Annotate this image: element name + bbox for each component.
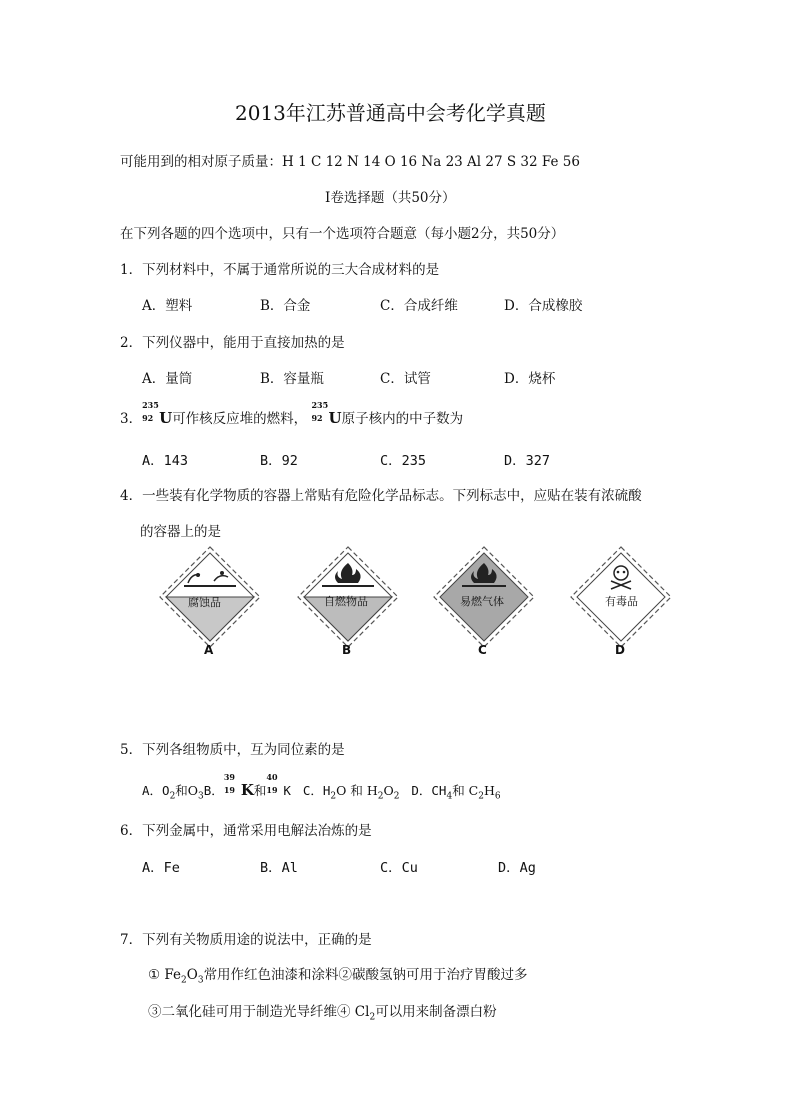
- q7-s2-part1: ③二氧化硅可用于制造光导纤维④ Cl: [148, 1004, 370, 1020]
- q5-k40-symbol: K: [283, 783, 291, 798]
- q3-number: 3．: [120, 411, 143, 427]
- question-4-stem-line2: 的容器上的是: [140, 524, 221, 540]
- sign-c-letter: C: [478, 643, 487, 657]
- q5-nuclide-k40: [266, 772, 283, 798]
- q6-option-d: D．Ag: [498, 860, 536, 876]
- q5-option-a-2: 和O: [175, 783, 199, 798]
- q3-mass-number-2: 235: [311, 400, 329, 410]
- q1-option-d: D．合成橡胶: [504, 298, 583, 314]
- hazard-sign-d-toxic: [569, 545, 673, 657]
- q5-k39-symbol: K: [240, 781, 254, 799]
- q1-option-b: B．合金: [260, 298, 311, 314]
- q7-s2-sub1: 2: [369, 1012, 376, 1023]
- q6-option-a: A．Fe: [142, 860, 180, 876]
- question-2-stem: 2．下列仪器中，能用于直接加热的是: [120, 335, 345, 351]
- question-6-stem: 6．下列金属中，通常采用电解法冶炼的是: [120, 823, 372, 839]
- instructions: 在下列各题的四个选项中，只有一个选项符合题意（每小题2分，共50分）: [120, 226, 565, 242]
- hazard-sign-c-flammable-gas: [432, 545, 536, 657]
- q2-option-a: A．量筒: [142, 371, 193, 387]
- q3-atomic-number-2: 92: [311, 413, 323, 423]
- q7-s2-part2: 可以用来制备漂白粉: [375, 1004, 497, 1020]
- q5-option-d-1: D．CH: [411, 783, 447, 798]
- q5-option-c-o: O: [383, 783, 394, 798]
- q5-sub-d2: 2: [478, 791, 484, 802]
- q5-option-d-3: H: [483, 783, 495, 798]
- q5-option-a-1: A．O: [142, 783, 170, 798]
- q3-text-2: 原子核内的中子数为: [341, 411, 464, 427]
- question-1-stem: 1．下列材料中，不属于通常所说的三大合成材料的是: [120, 262, 440, 278]
- q2-option-c: C．试管: [380, 371, 431, 387]
- q3-symbol: U: [159, 409, 173, 427]
- q3-option-b: B．92: [260, 453, 298, 469]
- q5-sub-a2: 3: [198, 791, 204, 802]
- q3-option-a: A．143: [142, 453, 189, 469]
- q5-k39-mass: 39: [223, 772, 235, 782]
- q5-sub-a1: 2: [169, 791, 176, 802]
- q7-s1-part1: ① Fe: [148, 967, 182, 983]
- q6-option-c: C．Cu: [380, 860, 418, 876]
- question-3-stem: [120, 400, 464, 427]
- q3-mass-number: 235: [142, 400, 159, 410]
- q5-k39-atomic: 19: [223, 785, 235, 795]
- q5-k40-atomic: 19: [266, 785, 278, 795]
- q5-sub-c1: 2: [330, 791, 337, 802]
- hazard-sign-b-spontaneously-combustible: [296, 545, 400, 657]
- q5-options: [142, 772, 501, 802]
- q5-sub-d3: 6: [494, 791, 501, 802]
- atomic-masses: 可能用到的相对原子质量：H 1 C 12 N 14 O 16 Na 23 Al 27 S 32 Fe 56: [120, 154, 580, 170]
- q5-option-c-1: C．H: [302, 783, 331, 798]
- q5-and: 和: [253, 783, 267, 798]
- q1-option-a: A．塑料: [142, 298, 193, 314]
- question-5-stem: 5．下列各组物质中，互为同位素的是: [120, 742, 345, 758]
- q2-option-b: B．容量瓶: [260, 371, 324, 387]
- q7-s1-sub1: 2: [181, 975, 187, 986]
- question-4-stem-line1: 4．一些装有化学物质的容器上常贴有危险化学品标志。下列标志中，应贴在装有浓硫酸: [120, 488, 642, 504]
- sign-a-label: 腐蚀品: [188, 596, 221, 609]
- q3-option-c: C．235: [380, 453, 427, 469]
- q3-atomic-number: 92: [142, 413, 154, 423]
- sign-a-letter: A: [204, 643, 214, 657]
- q7-statements-1: [148, 963, 528, 986]
- q3-text-1: 可作核反应堆的燃料，: [172, 411, 308, 427]
- q3-nuclide-1: [142, 400, 159, 426]
- q3-option-d: D．327: [504, 453, 551, 469]
- q7-s1-part3: 常用作红色油漆和涂料②碳酸氢钠可用于治疗胃酸过多: [203, 967, 528, 983]
- q5-sub-d1: 4: [446, 791, 453, 802]
- sign-b-label: 自燃物品: [324, 595, 368, 608]
- sign-d-letter: D: [615, 643, 625, 657]
- question-7-stem: 7．下列有关物质用途的说法中，正确的是: [120, 932, 372, 948]
- q3-symbol-2: U: [328, 409, 342, 427]
- hazard-sign-a-corrosive: [158, 545, 262, 657]
- page-title: 2013年江苏普通高中会考化学真题: [235, 101, 546, 125]
- q7-s1-sub2: 3: [197, 975, 204, 986]
- sign-b-letter: B: [342, 643, 352, 657]
- q2-option-d: D．烧杯: [504, 371, 556, 387]
- q5-nuclide-k39: [223, 772, 241, 798]
- sign-d-label: 有毒品: [605, 595, 638, 608]
- q5-option-c-2: O 和 H: [336, 783, 378, 798]
- q6-option-b: B．Al: [260, 860, 298, 876]
- section-heading: Ⅰ卷选择题（共50分）: [325, 190, 456, 206]
- q5-sub-c3: 2: [393, 791, 400, 802]
- q5-option-d-2: 和 C: [452, 783, 479, 798]
- q7-s1-part2: O: [186, 967, 198, 983]
- q5-sub-c2: 2: [377, 791, 384, 802]
- q5-option-b-label: B．: [203, 783, 224, 798]
- q7-statements-2: [148, 1000, 497, 1023]
- sign-c-label: 易燃气体: [460, 595, 504, 608]
- q5-k40-mass: 40: [266, 772, 278, 782]
- q3-nuclide-2: [311, 400, 329, 426]
- q1-option-c: C．合成纤维: [380, 298, 458, 314]
